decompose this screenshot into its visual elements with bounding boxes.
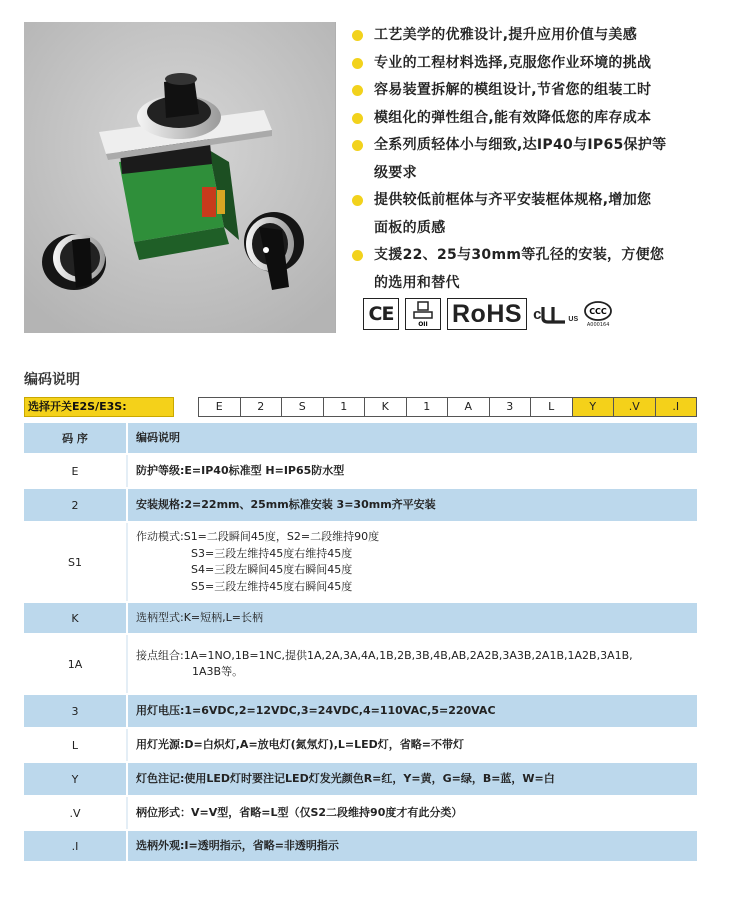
feature-item: [352, 77, 712, 105]
code-cell-v: .V: [614, 397, 656, 417]
certification-logos: [363, 296, 612, 332]
feature-text: 容易装置拆解的模组设计,节省您的组装工时: [374, 82, 652, 98]
row-code: K: [24, 603, 128, 633]
feature-item: [352, 50, 712, 78]
row-desc: 用灯光源:D=白炽灯,A=放电灯(氮氖灯),L=LED灯，省略=不带灯: [136, 737, 464, 751]
row-code: 3: [24, 695, 128, 727]
row-code: E: [24, 455, 128, 487]
feature-item: [352, 105, 712, 133]
bullet-icon: [352, 195, 363, 206]
code-cell-1: 1: [324, 397, 366, 417]
feature-item: [352, 22, 712, 50]
code-cell-a: A: [448, 397, 490, 417]
row-desc: 用灯电压:1=6VDC,2=12VDC,3=24VDC,4=110VAC,5=220VAC: [136, 703, 496, 717]
row-desc: 防护等级:E=IP40标准型 H=IP65防水型: [136, 463, 345, 477]
table-row: [24, 489, 697, 523]
code-cell-i: .I: [656, 397, 698, 417]
code-cell-s: S: [282, 397, 324, 417]
code-cell-1-contact: 1: [407, 397, 449, 417]
feature-text-cont: 面板的质感: [374, 219, 446, 236]
table-row: [24, 523, 697, 603]
table-row: [24, 729, 697, 763]
bullet-icon: [352, 140, 363, 151]
code-description-table: [24, 423, 697, 863]
feature-text: 全系列质轻体小与细致,达IP40与IP65保护等: [374, 137, 667, 153]
code-cell-k: K: [365, 397, 407, 417]
row-code: 2: [24, 489, 128, 521]
code-cell-3: 3: [490, 397, 532, 417]
row-desc: 灯色注记:使用LED灯时要注记LED灯发光颜色R=红，Y=黄，G=绿，B=蓝，W=白: [136, 771, 555, 785]
feature-item: [352, 187, 712, 242]
row-code: Y: [24, 763, 128, 795]
code-gap: [174, 397, 198, 417]
selector-switch-illustration: [24, 22, 335, 333]
cul-mark-icon: c US: [533, 305, 579, 323]
rohs-mark-icon: RoHS: [447, 298, 527, 330]
row-desc: 安装规格:2=22mm、25mm标准安装 3=30mm齐平安装: [136, 497, 436, 511]
ccc-mark-icon: CCC A000164: [584, 301, 612, 328]
feature-text: 提供较低前框体与齐平安装框体规格,增加您: [374, 192, 652, 208]
code-cell-e: E: [198, 397, 241, 417]
row-code: S1: [24, 523, 128, 601]
row-desc: 作动模式:S1=二段瞬间45度，S2=二段维持90度 S3=三段左维持45度右维持45度 S4=三段左瞬间45度右瞬间45度 S5=三段左维持45度右瞬间45度: [136, 530, 380, 593]
header-code: 码 序: [24, 423, 128, 453]
feature-item: [352, 132, 712, 187]
row-desc: 柄位形式：V=V型，省略=L型（仅S2二段维持90度才有此分类）: [136, 805, 463, 819]
bullet-icon: [352, 250, 363, 261]
code-cell-2: 2: [241, 397, 283, 417]
table-row: [24, 635, 697, 695]
svg-text:CCC: CCC: [589, 306, 607, 316]
safety-mark-icon: [405, 298, 441, 330]
row-desc: 选柄外观:I=透明指示，省略=非透明指示: [136, 838, 339, 852]
section-title: 编码说明: [24, 372, 80, 388]
feature-text: 模组化的弹性组合,能有效降低您的库存成本: [374, 109, 652, 126]
row-desc: 接点组合:1A=1NO,1B=1NC,提供1A,2A,3A,4A,1B,2B,3B,4B,AB,2A2B,3A3B,2A1B,1A2B,3A1B, 1A3B等。: [136, 648, 633, 678]
bullet-icon: [352, 30, 363, 41]
bullet-icon: [352, 113, 363, 124]
bullet-icon: [352, 85, 363, 96]
code-row: [24, 397, 697, 417]
feature-text: 专业的工程材料选择,克服您作业环境的挑战: [374, 54, 652, 71]
row-desc: 选柄型式:K=短柄,L=长柄: [136, 610, 263, 624]
table-row: [24, 603, 697, 635]
header-desc: 编码说明: [136, 430, 180, 444]
row-code: .I: [24, 831, 128, 861]
feature-list: [352, 22, 712, 297]
bullet-icon: [352, 58, 363, 69]
table-row: [24, 455, 697, 489]
table-row: [24, 763, 697, 797]
feature-text: 支援22、25与30mm等孔径的安装，方便您: [374, 247, 665, 263]
table-row: [24, 695, 697, 729]
feature-text-cont: 的选用和替代: [374, 274, 460, 291]
row-code: 1A: [24, 635, 128, 693]
row-code: .V: [24, 797, 128, 829]
product-photo: [24, 22, 336, 333]
code-cell-y: Y: [573, 397, 615, 417]
table-row: [24, 797, 697, 831]
feature-item: [352, 242, 712, 297]
feature-text-cont: 级要求: [374, 164, 417, 181]
ce-mark-icon: CE: [363, 298, 399, 330]
table-header-row: [24, 423, 697, 455]
row-code: L: [24, 729, 128, 761]
code-cell-l: L: [531, 397, 573, 417]
code-label: 选择开关E2S/E3S:: [24, 397, 174, 417]
svg-text:OII: OII: [418, 321, 428, 328]
table-row: [24, 831, 697, 863]
feature-text: 工艺美学的优雅设计,提升应用价值与美感: [374, 27, 638, 43]
